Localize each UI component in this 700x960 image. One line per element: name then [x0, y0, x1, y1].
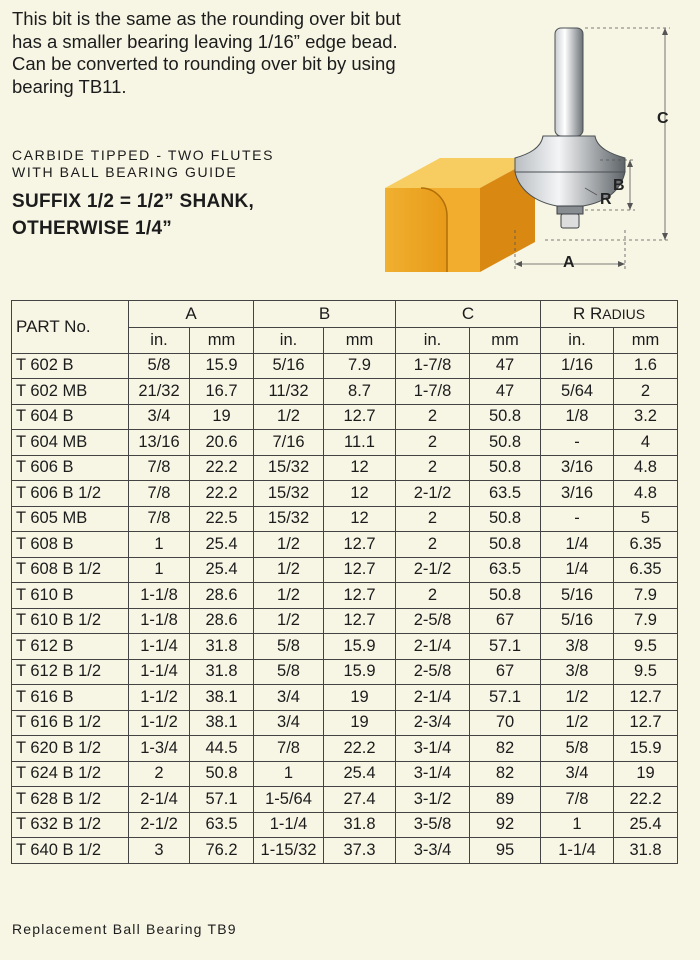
cell-c-in: 3-5/8: [396, 812, 470, 838]
cell-r-mm: 6.35: [614, 532, 678, 558]
cell-c-mm: 57.1: [470, 685, 541, 711]
cell-c-in: 3-1/4: [396, 761, 470, 787]
table-row: [12, 506, 678, 532]
cell-r-in: 5/64: [541, 379, 614, 405]
cell-b-mm: 12.7: [324, 404, 396, 430]
cell-part: T 610 B: [12, 583, 129, 609]
wood-block: [385, 158, 535, 272]
cell-a-in: 1-1/2: [129, 685, 190, 711]
cell-r-in: 3/4: [541, 761, 614, 787]
suffix-line-1: SUFFIX 1/2 = 1/2” SHANK,: [12, 191, 255, 212]
cell-c-in: 2-5/8: [396, 659, 470, 685]
cell-c-mm: 50.8: [470, 532, 541, 558]
cell-r-mm: 4: [614, 430, 678, 456]
cell-a-mm: 28.6: [190, 608, 254, 634]
cell-r-in: 1/2: [541, 710, 614, 736]
cell-r-in: 5/16: [541, 608, 614, 634]
cell-c-in: 2-1/4: [396, 634, 470, 660]
cell-b-in: 5/16: [254, 353, 324, 379]
cell-a-in: 3: [129, 838, 190, 864]
cell-r-in: 5/16: [541, 583, 614, 609]
cell-a-in: 7/8: [129, 506, 190, 532]
cell-b-in: 15/32: [254, 481, 324, 507]
cell-a-mm: 50.8: [190, 761, 254, 787]
unit-a-mm: mm: [190, 328, 254, 354]
cell-b-mm: 11.1: [324, 430, 396, 456]
cell-b-mm: 31.8: [324, 812, 396, 838]
table-row: [12, 685, 678, 711]
cell-a-in: 1-3/4: [129, 736, 190, 762]
cell-b-mm: 22.2: [324, 736, 396, 762]
cell-b-in: 1/2: [254, 608, 324, 634]
cell-r-in: 5/8: [541, 736, 614, 762]
cell-b-mm: 19: [324, 685, 396, 711]
column-group-r-radius: [541, 301, 678, 328]
cell-c-mm: 82: [470, 761, 541, 787]
cell-a-in: 2-1/4: [129, 787, 190, 813]
cell-a-mm: 76.2: [190, 838, 254, 864]
cell-a-in: 1-1/4: [129, 659, 190, 685]
unit-c-in: in.: [396, 328, 470, 354]
cell-c-in: 3-3/4: [396, 838, 470, 864]
cell-c-mm: 47: [470, 353, 541, 379]
column-group-c: C: [396, 301, 541, 328]
cell-a-mm: 19: [190, 404, 254, 430]
cell-c-mm: 50.8: [470, 506, 541, 532]
cell-b-in: 1/2: [254, 404, 324, 430]
cell-r-mm: 4.8: [614, 455, 678, 481]
cell-a-mm: 20.6: [190, 430, 254, 456]
label-a: A: [563, 254, 575, 271]
cell-c-in: 1-7/8: [396, 379, 470, 405]
cell-r-in: 1: [541, 812, 614, 838]
cell-part: T 628 B 1/2: [12, 787, 129, 813]
cell-c-in: 2-5/8: [396, 608, 470, 634]
cell-part: T 610 B 1/2: [12, 608, 129, 634]
cell-r-mm: 12.7: [614, 710, 678, 736]
cell-c-mm: 67: [470, 659, 541, 685]
cell-r-mm: 3.2: [614, 404, 678, 430]
cell-b-in: 1-5/64: [254, 787, 324, 813]
cell-part: T 620 B 1/2: [12, 736, 129, 762]
cell-b-mm: 12: [324, 506, 396, 532]
table-row: [12, 761, 678, 787]
cell-c-in: 2: [396, 583, 470, 609]
cell-a-in: 1-1/8: [129, 608, 190, 634]
cell-r-mm: 25.4: [614, 812, 678, 838]
cell-a-in: 13/16: [129, 430, 190, 456]
cell-b-mm: 37.3: [324, 838, 396, 864]
cell-r-mm: 7.9: [614, 608, 678, 634]
cell-b-mm: 19: [324, 710, 396, 736]
cell-a-mm: 38.1: [190, 710, 254, 736]
cell-r-in: 1/16: [541, 353, 614, 379]
cell-b-in: 15/32: [254, 506, 324, 532]
cell-b-in: 1-1/4: [254, 812, 324, 838]
cell-r-mm: 19: [614, 761, 678, 787]
intro-text: [12, 8, 432, 98]
unit-c-mm: mm: [470, 328, 541, 354]
cell-a-mm: 22.2: [190, 455, 254, 481]
cell-a-in: 2: [129, 761, 190, 787]
cell-a-in: 3/4: [129, 404, 190, 430]
cell-b-mm: 12.7: [324, 608, 396, 634]
table-row: [12, 634, 678, 660]
cell-a-mm: 44.5: [190, 736, 254, 762]
parts-table: [11, 300, 678, 864]
cell-r-in: 1/4: [541, 532, 614, 558]
cell-c-in: 2-1/4: [396, 685, 470, 711]
cell-r-in: 1/8: [541, 404, 614, 430]
parts-table-body: [12, 353, 678, 863]
spec-text: [12, 147, 274, 181]
cell-b-mm: 25.4: [324, 761, 396, 787]
cell-a-mm: 28.6: [190, 583, 254, 609]
table-row: [12, 583, 678, 609]
cell-part: T 602 B: [12, 353, 129, 379]
label-r: R: [600, 191, 612, 208]
cell-a-in: 7/8: [129, 481, 190, 507]
part-number-header: PART No.: [12, 301, 129, 354]
cell-c-mm: 95: [470, 838, 541, 864]
cell-a-mm: 16.7: [190, 379, 254, 405]
cell-a-in: 5/8: [129, 353, 190, 379]
table-row: [12, 430, 678, 456]
cell-r-mm: 7.9: [614, 583, 678, 609]
cell-a-mm: 57.1: [190, 787, 254, 813]
cell-part: T 632 B 1/2: [12, 812, 129, 838]
cell-c-in: 2-1/2: [396, 481, 470, 507]
cell-a-in: 1-1/8: [129, 583, 190, 609]
cell-r-mm: 15.9: [614, 736, 678, 762]
cell-a-mm: 31.8: [190, 634, 254, 660]
cell-c-mm: 63.5: [470, 557, 541, 583]
cell-c-mm: 82: [470, 736, 541, 762]
cell-part: T 612 B: [12, 634, 129, 660]
cell-b-mm: 12.7: [324, 557, 396, 583]
cell-c-in: 3-1/4: [396, 736, 470, 762]
cell-r-in: 1-1/4: [541, 838, 614, 864]
cell-b-in: 3/4: [254, 710, 324, 736]
cell-r-mm: 12.7: [614, 685, 678, 711]
cell-r-in: 3/8: [541, 659, 614, 685]
cell-c-in: 2: [396, 430, 470, 456]
cell-b-in: 1: [254, 761, 324, 787]
cell-part: T 616 B 1/2: [12, 710, 129, 736]
cell-part: T 616 B: [12, 685, 129, 711]
unit-r-in: in.: [541, 328, 614, 354]
table-row: [12, 608, 678, 634]
cell-b-mm: 27.4: [324, 787, 396, 813]
cell-r-in: 3/8: [541, 634, 614, 660]
cell-r-in: 1/4: [541, 557, 614, 583]
cell-b-in: 5/8: [254, 659, 324, 685]
table-row: [12, 532, 678, 558]
radius-label-r: R: [572, 304, 586, 323]
cell-c-in: 2: [396, 532, 470, 558]
column-group-a: A: [129, 301, 254, 328]
cell-b-mm: 12: [324, 455, 396, 481]
table-row: [12, 659, 678, 685]
cell-a-mm: 25.4: [190, 557, 254, 583]
cell-b-in: 1/2: [254, 532, 324, 558]
cell-r-in: 1/2: [541, 685, 614, 711]
cell-b-mm: 7.9: [324, 353, 396, 379]
cell-r-in: -: [541, 430, 614, 456]
cell-b-mm: 15.9: [324, 659, 396, 685]
unit-a-in: in.: [129, 328, 190, 354]
cell-b-in: 1-15/32: [254, 838, 324, 864]
spec-line-2: WITH BALL BEARING GUIDE: [12, 164, 238, 180]
cell-r-mm: 4.8: [614, 481, 678, 507]
cell-c-mm: 50.8: [470, 430, 541, 456]
table-row: [12, 455, 678, 481]
cell-part: T 602 MB: [12, 379, 129, 405]
intro-line-1: This bit is the same as the rounding over bit but has a smaller bearing leaving 1/16” edge bead.: [12, 8, 401, 52]
cell-r-in: 3/16: [541, 481, 614, 507]
intro-line-2: Can be converted to rounding over bit by using bearing TB11.: [12, 53, 396, 97]
cell-r-mm: 9.5: [614, 659, 678, 685]
column-group-b: B: [254, 301, 396, 328]
cell-a-mm: 38.1: [190, 685, 254, 711]
cell-b-in: 15/32: [254, 455, 324, 481]
cell-r-in: 3/16: [541, 455, 614, 481]
cell-part: T 608 B: [12, 532, 129, 558]
cell-c-in: 3-1/2: [396, 787, 470, 813]
cell-c-mm: 92: [470, 812, 541, 838]
cell-c-mm: 89: [470, 787, 541, 813]
unit-r-mm: mm: [614, 328, 678, 354]
table-row: [12, 838, 678, 864]
cell-b-in: 5/8: [254, 634, 324, 660]
table-row: [12, 787, 678, 813]
cell-part: T 605 MB: [12, 506, 129, 532]
spec-line-1: CARBIDE TIPPED - TWO FLUTES: [12, 147, 275, 163]
cell-r-mm: 2: [614, 379, 678, 405]
router-bit-diagram: [385, 20, 685, 290]
cell-c-in: 2-3/4: [396, 710, 470, 736]
cell-part: T 606 B 1/2: [12, 481, 129, 507]
table-row: [12, 481, 678, 507]
radius-label-rest: ADIUS: [602, 306, 646, 322]
cell-c-mm: 70: [470, 710, 541, 736]
cell-a-mm: 31.8: [190, 659, 254, 685]
cell-b-in: 11/32: [254, 379, 324, 405]
table-row: [12, 353, 678, 379]
cell-a-in: 2-1/2: [129, 812, 190, 838]
table-row: [12, 736, 678, 762]
cell-c-mm: 63.5: [470, 481, 541, 507]
cell-c-mm: 57.1: [470, 634, 541, 660]
cell-a-mm: 22.5: [190, 506, 254, 532]
cell-r-in: 7/8: [541, 787, 614, 813]
unit-b-in: in.: [254, 328, 324, 354]
table-row: [12, 557, 678, 583]
cell-part: T 612 B 1/2: [12, 659, 129, 685]
cell-part: T 604 B: [12, 404, 129, 430]
cell-part: T 608 B 1/2: [12, 557, 129, 583]
suffix-line-2: OTHERWISE 1/4”: [12, 218, 173, 239]
cell-c-mm: 50.8: [470, 583, 541, 609]
cell-a-mm: 22.2: [190, 481, 254, 507]
cell-part: T 606 B: [12, 455, 129, 481]
cell-part: T 640 B 1/2: [12, 838, 129, 864]
suffix-text: [12, 188, 254, 242]
cell-b-mm: 15.9: [324, 634, 396, 660]
cell-r-mm: 1.6: [614, 353, 678, 379]
cell-c-mm: 47: [470, 379, 541, 405]
table-row: [12, 404, 678, 430]
cell-b-mm: 12.7: [324, 583, 396, 609]
footer-note: Replacement Ball Bearing TB9: [12, 921, 237, 937]
cell-r-mm: 6.35: [614, 557, 678, 583]
cell-part: T 604 MB: [12, 430, 129, 456]
cell-c-mm: 50.8: [470, 404, 541, 430]
table-row: [12, 710, 678, 736]
table-row: [12, 812, 678, 838]
table-row: [12, 379, 678, 405]
cell-a-mm: 15.9: [190, 353, 254, 379]
label-c: C: [657, 110, 669, 127]
cell-r-mm: 31.8: [614, 838, 678, 864]
cell-b-in: 1/2: [254, 583, 324, 609]
cell-b-in: 7/16: [254, 430, 324, 456]
cell-c-in: 2: [396, 455, 470, 481]
cell-c-mm: 67: [470, 608, 541, 634]
cell-b-mm: 12: [324, 481, 396, 507]
cell-a-in: 1-1/2: [129, 710, 190, 736]
cell-b-mm: 12.7: [324, 532, 396, 558]
cell-b-in: 3/4: [254, 685, 324, 711]
cell-b-in: 1/2: [254, 557, 324, 583]
cell-a-in: 1: [129, 557, 190, 583]
cell-a-in: 7/8: [129, 455, 190, 481]
cell-part: T 624 B 1/2: [12, 761, 129, 787]
cell-r-mm: 22.2: [614, 787, 678, 813]
cell-a-in: 1-1/4: [129, 634, 190, 660]
cell-r-in: -: [541, 506, 614, 532]
label-b: B: [613, 177, 625, 194]
cell-c-in: 2: [396, 404, 470, 430]
radius-label-initial: R: [589, 304, 603, 323]
cell-b-mm: 8.7: [324, 379, 396, 405]
cell-a-in: 1: [129, 532, 190, 558]
cell-a-mm: 63.5: [190, 812, 254, 838]
cell-c-in: 2-1/2: [396, 557, 470, 583]
cell-b-in: 7/8: [254, 736, 324, 762]
cell-c-mm: 50.8: [470, 455, 541, 481]
cell-c-in: 2: [396, 506, 470, 532]
cell-a-in: 21/32: [129, 379, 190, 405]
cell-c-in: 1-7/8: [396, 353, 470, 379]
unit-b-mm: mm: [324, 328, 396, 354]
cell-r-mm: 9.5: [614, 634, 678, 660]
cell-a-mm: 25.4: [190, 532, 254, 558]
cell-r-mm: 5: [614, 506, 678, 532]
